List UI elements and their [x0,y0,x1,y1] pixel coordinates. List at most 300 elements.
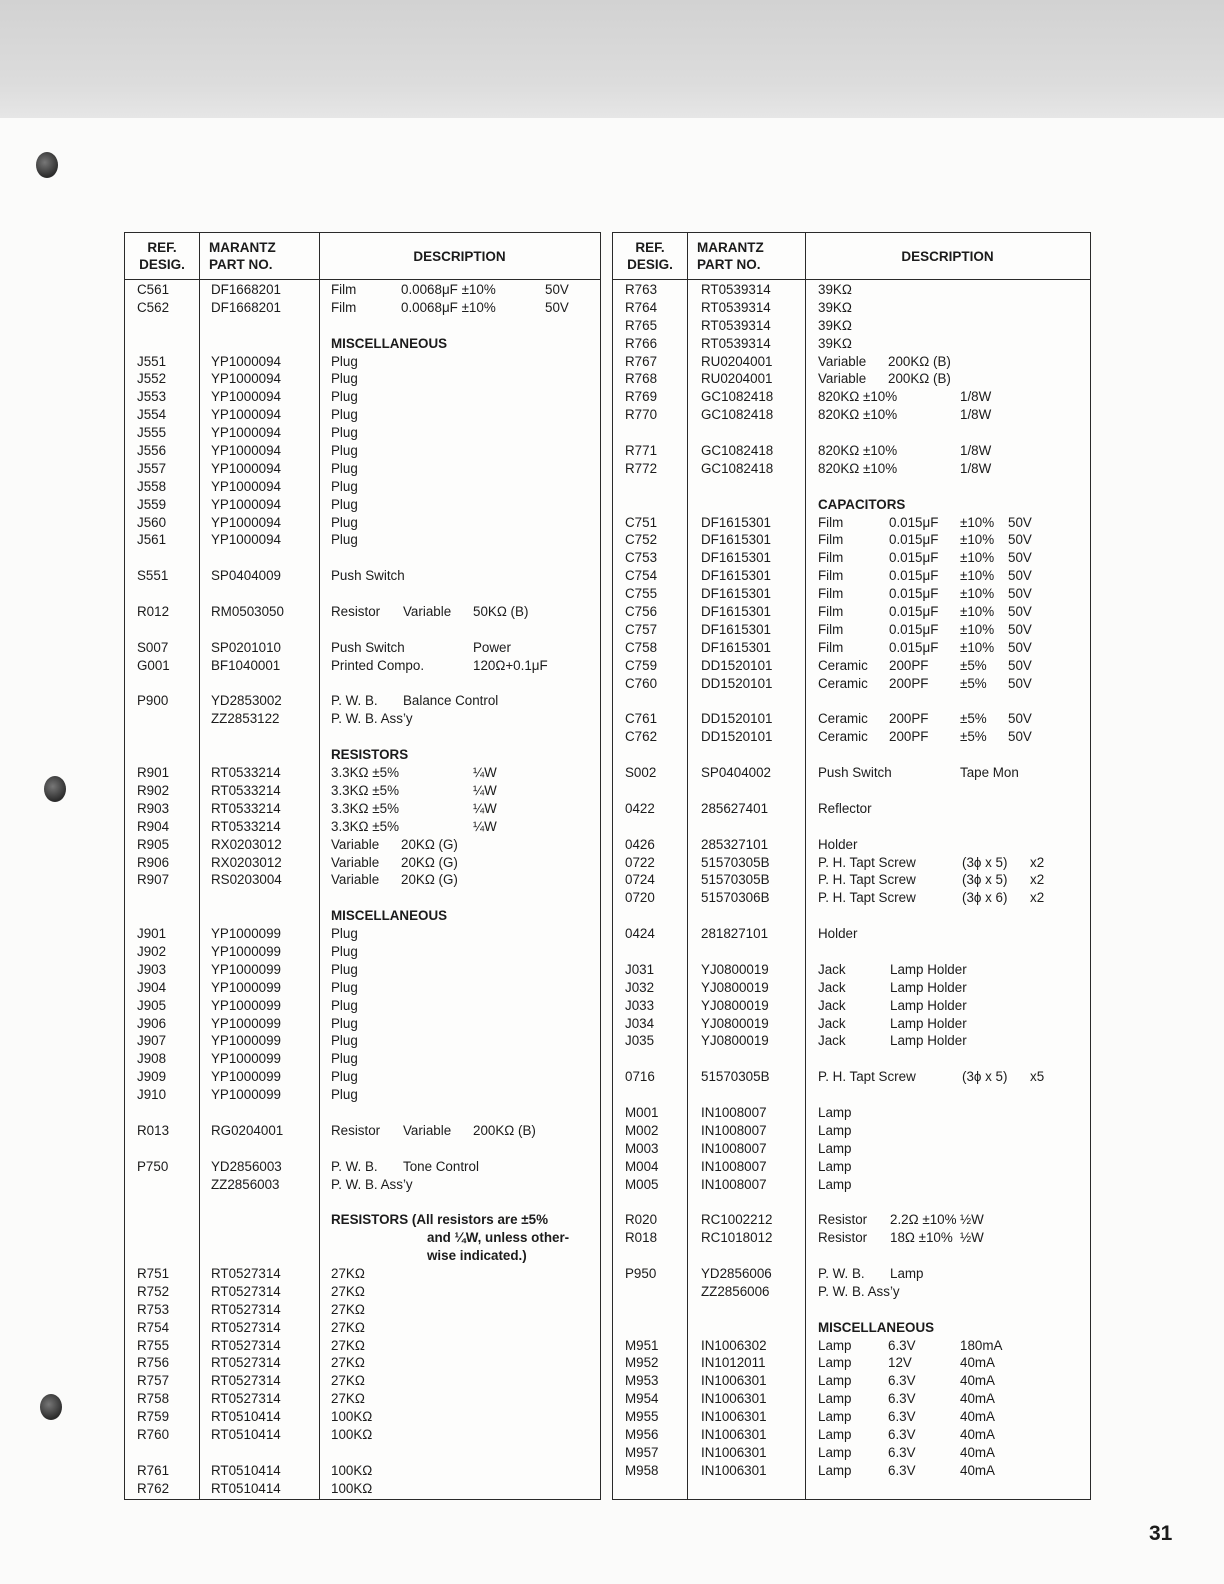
description-field: 20KΩ (G) [401,836,458,852]
description-field: Film [818,532,844,548]
description-field: ½W [960,1230,984,1246]
part-number: DF1615301 [701,532,771,548]
description-field: 0.015μF [889,514,939,530]
table-row [125,1426,600,1444]
part-number: BF1040001 [211,657,281,673]
table-row [613,621,1090,639]
table-row [613,961,1090,979]
table-row [125,1158,600,1176]
part-number: YJ0800019 [701,997,769,1013]
header-ref-desig: REF. DESIG. [627,240,673,272]
description-field: Variable [403,604,452,620]
description-field: 200KΩ (B) [888,371,951,387]
description-field: Holder [818,836,858,852]
description-field: ±5% [960,657,987,673]
table-row [125,370,600,388]
table-row [125,1032,600,1050]
table-body [613,281,1090,1480]
description-field: Push Switch [331,639,405,655]
table-row [125,657,600,675]
description-field: Resistor [818,1230,868,1246]
part-number: RT0510414 [211,1427,281,1442]
part-number: YP1000099 [211,1087,281,1103]
description-field: Lamp [818,1444,852,1460]
ref-desig: C754 [625,568,658,584]
description-field: Plug [331,943,358,959]
spacer-row [125,1140,600,1158]
part-number: SP0404009 [211,568,281,584]
table-row [613,1283,1090,1301]
section-heading-row [613,1319,1090,1337]
table-row [613,710,1090,728]
part-number: IN1006301 [701,1444,767,1460]
description-field: 3.3KΩ ±5% [331,818,399,834]
table-row [613,728,1090,746]
section-heading-continued: and ¼W, unless other- [427,1230,570,1246]
description-field: x2 [1030,854,1045,870]
ref-desig: J551 [137,353,167,369]
description-field: 27KΩ [331,1355,365,1371]
table-row [613,1176,1090,1194]
ref-desig: G001 [137,657,170,673]
ref-desig: S007 [137,639,169,655]
part-number: YP1000099 [211,926,281,942]
part-number: YJ0800019 [701,1033,769,1049]
parts-table-left [124,232,601,1500]
table-row [613,1015,1090,1033]
description-field: 1/8W [960,389,992,405]
table-body [125,281,600,1498]
description-field: ¼W [473,818,497,834]
spacer-row [125,675,600,693]
table-row [613,1104,1090,1122]
section-heading: MISCELLANEOUS [818,1319,935,1335]
description-field: Holder [818,926,858,942]
table-row [125,299,600,317]
description-field: 0.015μF [889,550,939,566]
part-number: RU0204001 [701,353,773,369]
description-field: 40mA [960,1462,995,1478]
description-field: 100KΩ [331,1462,373,1478]
part-number: IN1008007 [701,1176,767,1192]
description-field: Resistor [818,1212,868,1228]
description-field: Lamp [818,1140,852,1156]
part-number: YP1000099 [211,1051,281,1067]
description-field: Lamp [818,1462,852,1478]
part-number: YP1000099 [211,997,281,1013]
part-number: YP1000099 [211,943,281,959]
spacer-row [613,782,1090,800]
ref-desig: J553 [137,389,167,405]
spacer-row [125,889,600,907]
part-number: YP1000099 [211,1015,281,1031]
part-number: DF1615301 [701,550,771,566]
description-field: P. W. B. [331,693,378,709]
ref-desig: M956 [625,1427,659,1442]
part-number: IN1006301 [701,1409,767,1425]
description-field: Plug [331,926,358,942]
spacer-row [613,478,1090,496]
description-field: 50V [1008,586,1032,602]
part-number: YD2856003 [211,1158,282,1174]
description-field: Lamp Holder [890,997,967,1013]
ref-desig: R766 [625,335,658,351]
ref-desig: 0722 [625,854,655,870]
description-field: x2 [1030,890,1045,906]
part-number: IN1006301 [701,1373,767,1389]
table-row [613,1158,1090,1176]
description-field: 18Ω ±10% [890,1230,953,1246]
part-number: RT0527314 [211,1283,281,1299]
ref-desig: R905 [137,836,170,852]
ref-desig: R751 [137,1265,170,1281]
description-field: P. W. B. [331,1158,378,1174]
description-field: Tape Mon [960,765,1019,781]
ref-desig: R758 [137,1391,170,1407]
ref-desig: 0724 [625,872,655,888]
part-number: YP1000094 [211,353,281,369]
description-field: 3.3KΩ ±5% [331,765,399,781]
page-top-shadow [0,0,1224,118]
part-number: 285327101 [701,836,769,852]
ref-desig: C561 [137,282,170,297]
ref-desig: J906 [137,1015,167,1031]
description-field: 6.3V [888,1427,916,1442]
table-row [613,836,1090,854]
description-field: 6.3V [888,1337,916,1353]
table-row [613,335,1090,353]
table-row [613,1032,1090,1050]
table-row [125,496,600,514]
ref-desig: J907 [137,1033,167,1049]
table-row [613,1068,1090,1086]
ref-desig: C758 [625,639,658,655]
description-field: 0.015μF [889,532,939,548]
table-row [613,1372,1090,1390]
description-field: 50V [1008,711,1032,727]
description [818,1319,934,1337]
ref-desig: J910 [137,1087,167,1103]
table-row [613,1122,1090,1140]
table-row [613,1444,1090,1462]
ref-desig: J561 [137,532,167,548]
ref-desig: R772 [625,460,658,476]
table-row [125,603,600,621]
table-row [125,460,600,478]
description-field: Plug [331,407,358,423]
description-field: 3.3KΩ ±5% [331,800,399,816]
description-field: Film [331,282,357,297]
part-number: YP1000094 [211,460,281,476]
part-number: DF1615301 [701,568,771,584]
description-field: 3.3KΩ ±5% [331,782,399,798]
table-row [125,1301,600,1319]
part-number: YP1000094 [211,532,281,548]
table-row [125,800,600,818]
table-row [125,1337,600,1355]
description-field: 6.3V [888,1391,916,1407]
table-row [125,442,600,460]
header-part-no: MARANTZ PART NO. [697,240,764,272]
part-number: YP1000094 [211,443,281,459]
description-field: P. W. B. Ass’y [331,1176,413,1192]
table-row [125,979,600,997]
description-field: Film [818,621,844,637]
table-row [125,1015,600,1033]
part-number: RT0510414 [211,1462,281,1478]
part-number: 51570305B [701,1069,770,1085]
description-field: Balance Control [403,693,499,709]
description-field: Lamp Holder [890,979,967,995]
description-field: 200KΩ (B) [473,1122,536,1138]
description-field: 1/8W [960,407,992,423]
table-row [613,1211,1090,1229]
part-number: YP1000094 [211,496,281,512]
section-heading: MISCELLANEOUS [331,335,448,351]
description-field: 200PF [889,729,929,745]
part-number: GC1082418 [701,443,774,459]
spacer-row [125,549,600,567]
part-number: ZZ2853122 [211,711,280,727]
part-number: YP1000099 [211,961,281,977]
ref-desig: 0716 [625,1069,655,1085]
spacer-row [613,746,1090,764]
ref-desig: J902 [137,943,167,959]
part-number: DF1615301 [701,586,771,602]
table-row [125,353,600,371]
parts-table-right [612,232,1091,1500]
description-field: Ceramic [818,711,868,727]
spacer-row [125,317,600,335]
part-number: DF1615301 [701,604,771,620]
part-number: RT0527314 [211,1373,281,1389]
table-row [125,1086,600,1104]
description-field: Variable [331,854,380,870]
table-row [125,997,600,1015]
description-field: Lamp [818,1337,852,1353]
description-field: ±10% [960,514,995,530]
description-field: 50V [1008,550,1032,566]
description-field: ±10% [960,532,995,548]
table-row [125,1354,600,1372]
part-number: RM0503050 [211,604,284,620]
ref-desig: J559 [137,496,167,512]
ref-desig: S551 [137,568,169,584]
description-field: Plug [331,371,358,387]
spacer-row [125,1444,600,1462]
description-field: 6.3V [888,1444,916,1460]
table-row [613,299,1090,317]
description-field: 6.3V [888,1409,916,1425]
table-row [613,460,1090,478]
description-field: x5 [1030,1069,1045,1085]
table-row [613,317,1090,335]
part-number: YP1000094 [211,425,281,441]
description-field: 27KΩ [331,1373,365,1389]
table-row [613,514,1090,532]
section-heading-row [125,335,600,353]
description-field: 40mA [960,1444,995,1460]
description-field: 820KΩ ±10% [818,460,898,476]
table-row [613,406,1090,424]
table-row [613,1408,1090,1426]
description-field: Film [818,586,844,602]
table-row [613,675,1090,693]
ref-desig: M003 [625,1140,659,1156]
part-number: DF1615301 [701,639,771,655]
description-field: Lamp Holder [890,1015,967,1031]
part-number: 285627401 [701,800,769,816]
table-row [613,1229,1090,1247]
part-number: IN1012011 [701,1355,766,1371]
ref-desig: J901 [137,926,167,942]
description-field: Variable [818,371,867,387]
description-field: 27KΩ [331,1319,365,1335]
part-number: ZZ2856003 [211,1176,280,1192]
section-heading-row [125,907,600,925]
ref-desig: R771 [625,443,658,459]
part-number: RX0203012 [211,836,282,852]
part-number: RT0539314 [701,299,771,315]
description-field: ±10% [960,586,995,602]
ref-desig: J035 [625,1033,655,1049]
part-number: RT0533214 [211,818,281,834]
description-field: Film [818,514,844,530]
part-number: YP1000099 [211,1033,281,1049]
description-field: 12V [888,1355,912,1371]
section-heading-row [125,1211,600,1229]
description-field: 0.015μF [889,639,939,655]
ref-desig: M957 [625,1444,659,1460]
part-number: YP1000099 [211,1069,281,1085]
table-row [613,585,1090,603]
description-field: 50V [1008,657,1032,673]
ref-desig: 0422 [625,800,655,816]
description [331,335,447,353]
ref-desig: M955 [625,1409,659,1425]
description-field: Jack [818,961,846,977]
description-field: Plug [331,1051,358,1067]
description-field: Film [818,568,844,584]
description-field: Plug [331,389,358,405]
description-field: ±10% [960,639,995,655]
table-row [613,871,1090,889]
description-field: 820KΩ ±10% [818,407,898,423]
ref-desig: M954 [625,1391,659,1407]
table-row [613,370,1090,388]
description-field: ±10% [960,604,995,620]
section-heading-row [613,496,1090,514]
part-number: 51570305B [701,854,770,870]
description-field: Lamp [818,1373,852,1389]
description-field: 50V [545,282,569,297]
description-field: 0.015μF [889,586,939,602]
section-heading-continued: wise indicated.) [427,1248,527,1264]
description-field: 27KΩ [331,1391,365,1407]
part-number: YJ0800019 [701,961,769,977]
ref-desig: C753 [625,550,658,566]
part-number: DD1520101 [701,657,773,673]
part-number: RT0527314 [211,1265,281,1281]
part-number: SP0201010 [211,639,281,655]
ref-desig: J903 [137,961,167,977]
table-row [125,406,600,424]
binder-hole-bottom [40,1394,62,1420]
description-field: Film [331,299,357,315]
ref-desig: C752 [625,532,658,548]
table-row [125,1265,600,1283]
part-number: DF1615301 [701,621,771,637]
ref-desig: J552 [137,371,167,387]
description-field: 200PF [889,675,929,691]
part-number: RT0533214 [211,765,281,781]
spacer-row [613,907,1090,925]
description-field: Plug [331,425,358,441]
ref-desig: J909 [137,1069,167,1085]
table-row [125,478,600,496]
ref-desig: P750 [137,1158,169,1174]
table-row [613,388,1090,406]
table-row [125,1372,600,1390]
ref-desig: M005 [625,1176,659,1192]
description-field: Film [818,639,844,655]
part-number: RX0203012 [211,854,282,870]
ref-desig: R907 [137,872,170,888]
ref-desig: R761 [137,1462,170,1478]
table-row [613,1337,1090,1355]
table-row [613,1354,1090,1372]
ref-desig: C562 [137,299,170,315]
description-field: (3ϕ x 6) [962,890,1008,906]
spacer-row [613,1247,1090,1265]
part-number: YP1000094 [211,371,281,387]
description-field: Variable [818,353,867,369]
header-ref-desig: REF. DESIG. [139,240,185,272]
part-number: RT0533214 [211,782,281,798]
table-row [613,979,1090,997]
ref-desig: R020 [625,1212,658,1228]
ref-desig: J904 [137,979,167,995]
table-row [125,639,600,657]
description-field: 50V [1008,639,1032,655]
part-number: RT0539314 [701,282,771,297]
table-row [125,388,600,406]
part-number: GC1082418 [701,460,774,476]
description-field: ±5% [960,729,987,745]
spacer-row [613,818,1090,836]
part-number: RG0204001 [211,1122,284,1138]
table-row [613,764,1090,782]
table-row [125,281,600,299]
part-number: YP1000094 [211,478,281,494]
description-field: Printed Compo. [331,657,425,673]
description-field: 0.0068μF ±10% [401,299,496,315]
table-row [613,639,1090,657]
description-field: 50V [1008,604,1032,620]
description-field: 200PF [889,657,929,673]
table-row [613,442,1090,460]
part-number: DF1615301 [701,514,771,530]
ref-desig: C756 [625,604,658,620]
table-row [613,603,1090,621]
table-header [125,233,600,280]
description-field: 40mA [960,1427,995,1442]
spacer-row [125,728,600,746]
part-number: DD1520101 [701,729,773,745]
description-field: Plug [331,443,358,459]
description-field: Plug [331,353,358,369]
description-field: Resistor [331,1122,381,1138]
